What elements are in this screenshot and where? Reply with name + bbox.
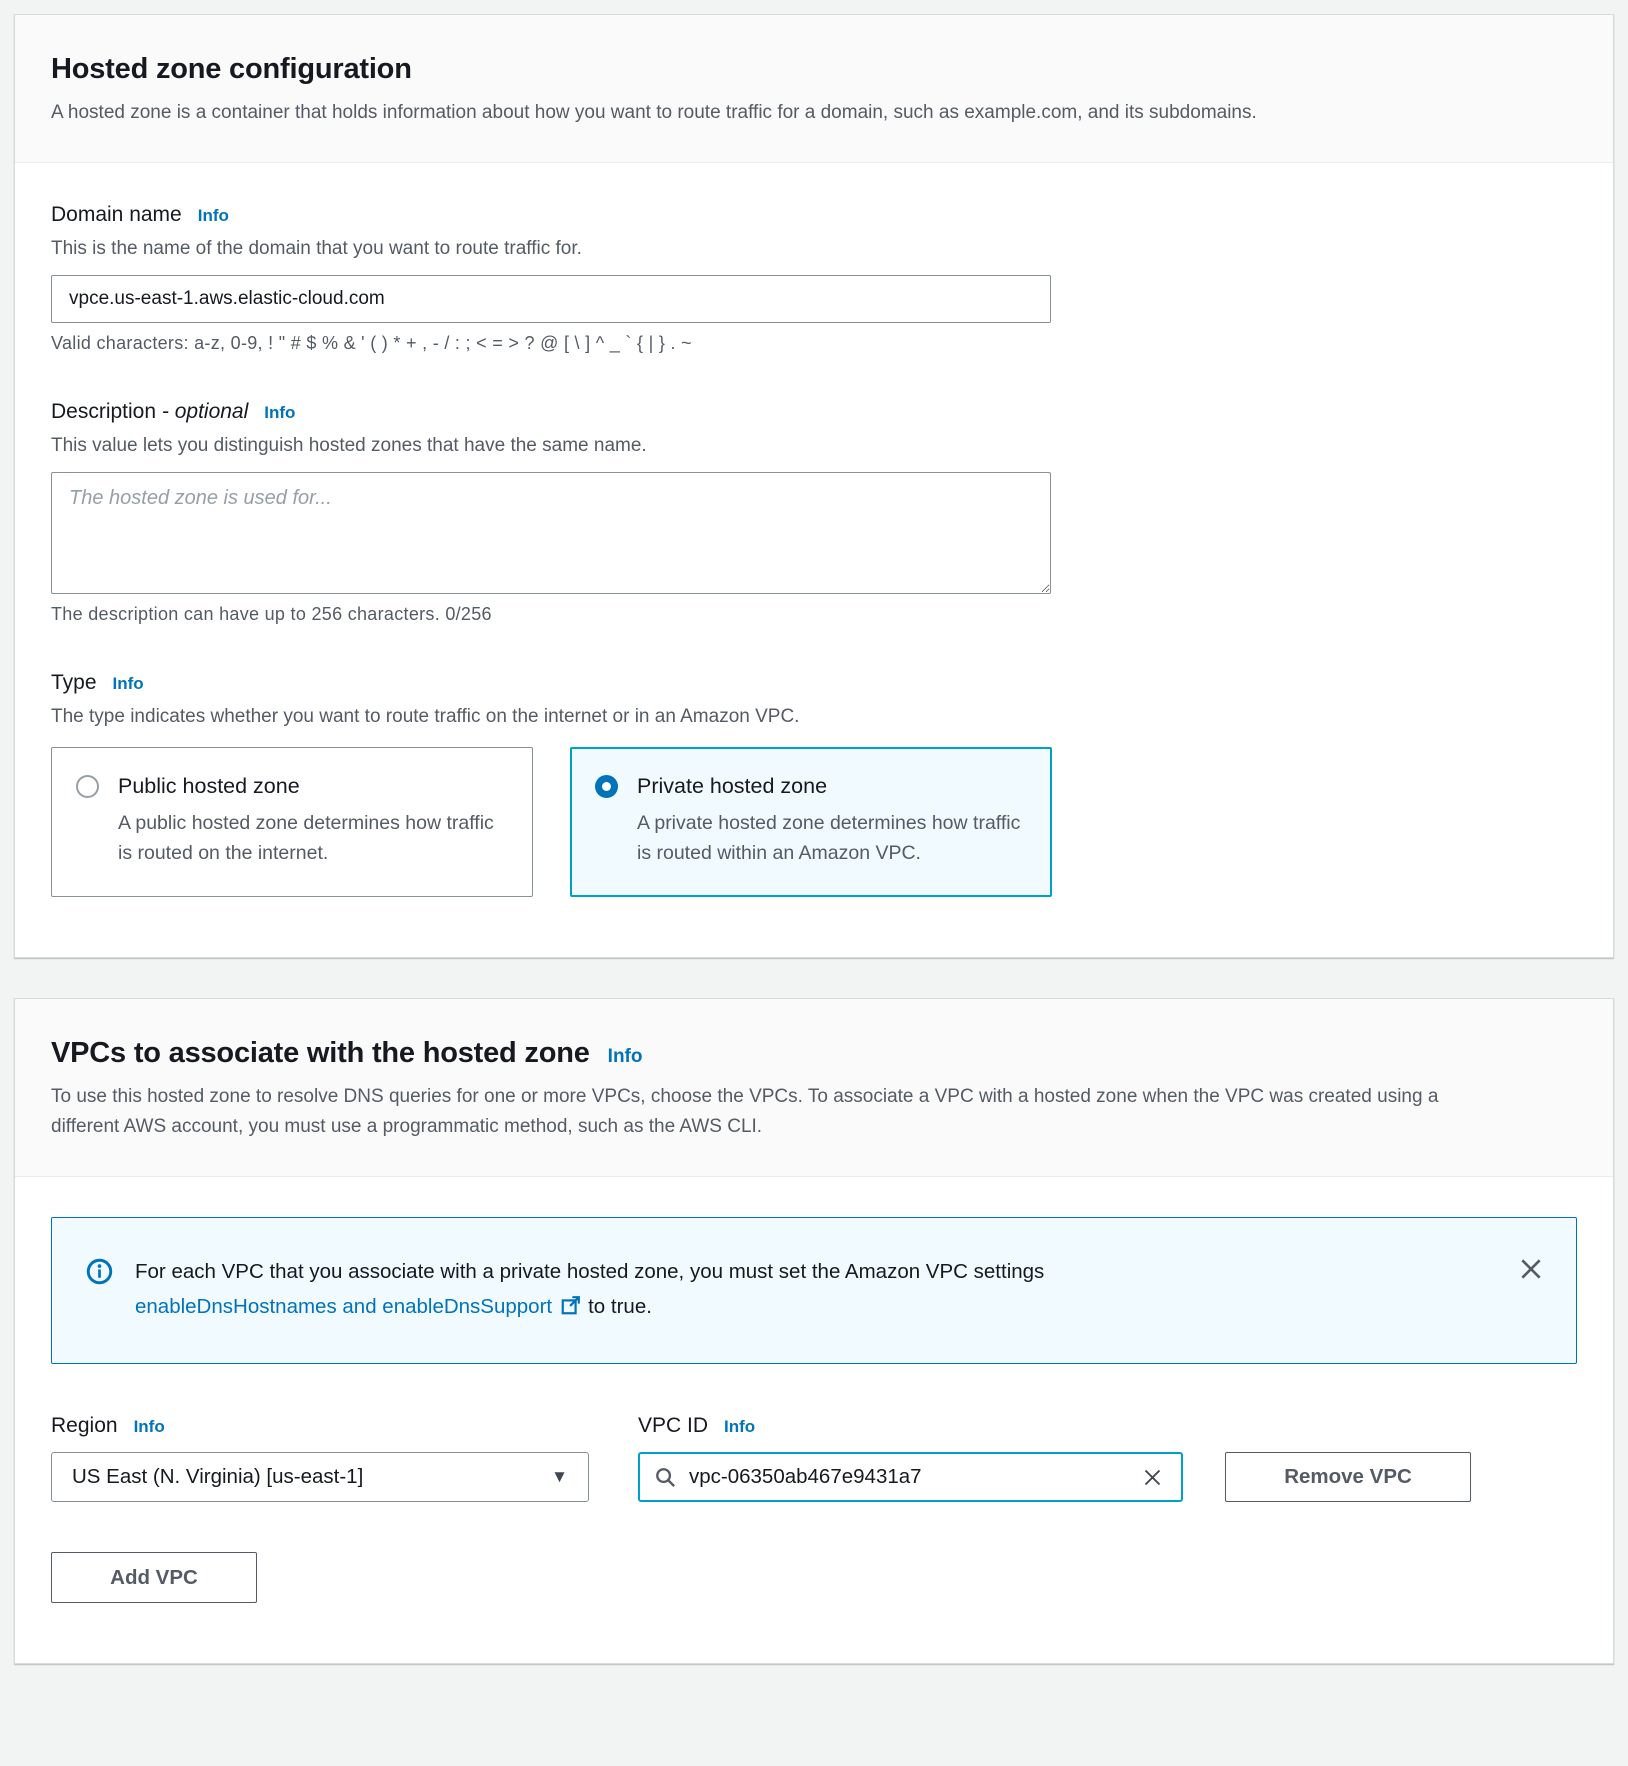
domain-name-input[interactable]: [51, 275, 1051, 323]
enable-dns-settings-link[interactable]: enableDnsHostnames and enableDnsSupport: [135, 1295, 553, 1318]
private-hosted-zone-title-row: [595, 774, 1027, 799]
domain-name-label-row: [51, 203, 1577, 227]
public-hosted-zone-title-row: [76, 774, 508, 799]
description-info-link[interactable]: Info: [264, 403, 296, 422]
description-label-row: [51, 400, 1577, 424]
region-selected-value: US East (N. Virginia) [us-east-1]: [72, 1465, 364, 1488]
hosted-zone-configuration-body: [15, 163, 1613, 957]
vpcs-associate-title-row: [51, 1037, 1577, 1070]
type-radio-cards: [51, 747, 1577, 897]
vpcs-associate-body: [15, 1177, 1613, 1663]
public-hosted-zone-card[interactable]: [51, 747, 533, 897]
type-info-link[interactable]: Info: [112, 674, 144, 693]
vpc-id-info-link[interactable]: Info: [724, 1417, 756, 1436]
domain-name-info-link[interactable]: Info: [197, 206, 229, 225]
region-info-link[interactable]: Info: [133, 1417, 165, 1436]
type-field: [51, 671, 1577, 897]
vpcs-associate-description: To use this hosted zone to resolve DNS queries for one or more VPCs, choose the VPCs. To associate a VPC with a hosted zone when the VPC was created using a different AWS account, you must use a programmatic method, such as the AWS CLI.: [51, 1086, 1439, 1137]
public-hosted-zone-description: A public hosted zone determines how traffic is routed on the internet.: [118, 812, 494, 864]
type-label: Type: [51, 671, 97, 694]
private-hosted-zone-radio[interactable]: [595, 775, 618, 798]
type-field-description: The type indicates whether you want to route traffic on the internet or in an Amazon VPC.: [51, 706, 800, 727]
region-label-row: [51, 1414, 589, 1438]
external-link-icon: [560, 1298, 582, 1321]
region-label: Region: [51, 1414, 118, 1437]
chevron-down-icon: ▼: [551, 1467, 568, 1486]
private-hosted-zone-title: Private hosted zone: [637, 774, 828, 798]
panel-description: A hosted zone is a container that holds information about how you want to route traffic for a domain, such as example.com, and its subdomains.: [51, 102, 1257, 123]
description-label: Description - optional: [51, 400, 249, 423]
alert-text-after-link: to true.: [588, 1295, 652, 1318]
domain-name-field: [51, 203, 1577, 354]
private-hosted-zone-card[interactable]: [570, 747, 1052, 897]
panel-title-vpcs-associate: VPCs to associate with the hosted zone: [51, 1037, 590, 1069]
public-hosted-zone-title: Public hosted zone: [118, 774, 300, 798]
add-vpc-button[interactable]: Add VPC: [51, 1552, 257, 1603]
public-hosted-zone-radio[interactable]: [76, 775, 99, 798]
domain-name-description: This is the name of the domain that you want to route traffic for.: [51, 238, 582, 259]
vpcs-associate-panel: [14, 998, 1614, 1664]
domain-name-constraint-text: Valid characters: a-z, 0-9, ! " # $ % & ' ( ) * + , - / : ; < = > ? @ [ \ ] ^ _ ` { | } . ~: [51, 333, 692, 353]
vpc-id-label: VPC ID: [638, 1414, 709, 1437]
vpc-settings-info-alert: [51, 1217, 1577, 1364]
vpcs-associate-header: [15, 999, 1613, 1177]
description-field: [51, 400, 1577, 625]
search-icon: [654, 1466, 677, 1489]
type-label-row: [51, 671, 1577, 695]
description-optional-suffix: - optional: [161, 400, 249, 423]
vpc-row: [51, 1414, 1577, 1502]
hosted-zone-configuration-panel: [14, 14, 1614, 958]
domain-name-label: Domain name: [51, 203, 182, 226]
description-field-description: This value lets you distinguish hosted zones that have the same name.: [51, 435, 647, 456]
vpcs-associate-info-link[interactable]: Info: [607, 1046, 643, 1067]
description-constraint-text: The description can have up to 256 characters. 0/256: [51, 604, 492, 624]
remove-vpc-button[interactable]: Remove VPC: [1225, 1452, 1471, 1502]
hosted-zone-configuration-header: [15, 15, 1613, 163]
description-textarea[interactable]: [51, 472, 1051, 594]
private-hosted-zone-description: A private hosted zone determines how traffic is routed within an Amazon VPC.: [637, 812, 1021, 864]
panel-title-hosted-zone-configuration: Hosted zone configuration: [51, 53, 412, 85]
vpc-id-input[interactable]: [689, 1465, 1138, 1489]
region-select[interactable]: [51, 1452, 589, 1502]
alert-close-icon[interactable]: [1514, 1252, 1548, 1286]
alert-message: [135, 1254, 1044, 1327]
alert-text-before-link: For each VPC that you associate with a private hosted zone, you must set the Amazon VPC settings: [135, 1260, 1045, 1283]
vpc-id-column: [638, 1414, 1183, 1502]
region-column: [51, 1414, 589, 1502]
clear-input-icon[interactable]: [1138, 1463, 1167, 1492]
vpc-id-search-box: [638, 1452, 1183, 1502]
info-circle-icon: [86, 1258, 113, 1290]
vpc-id-label-row: [638, 1414, 1183, 1438]
